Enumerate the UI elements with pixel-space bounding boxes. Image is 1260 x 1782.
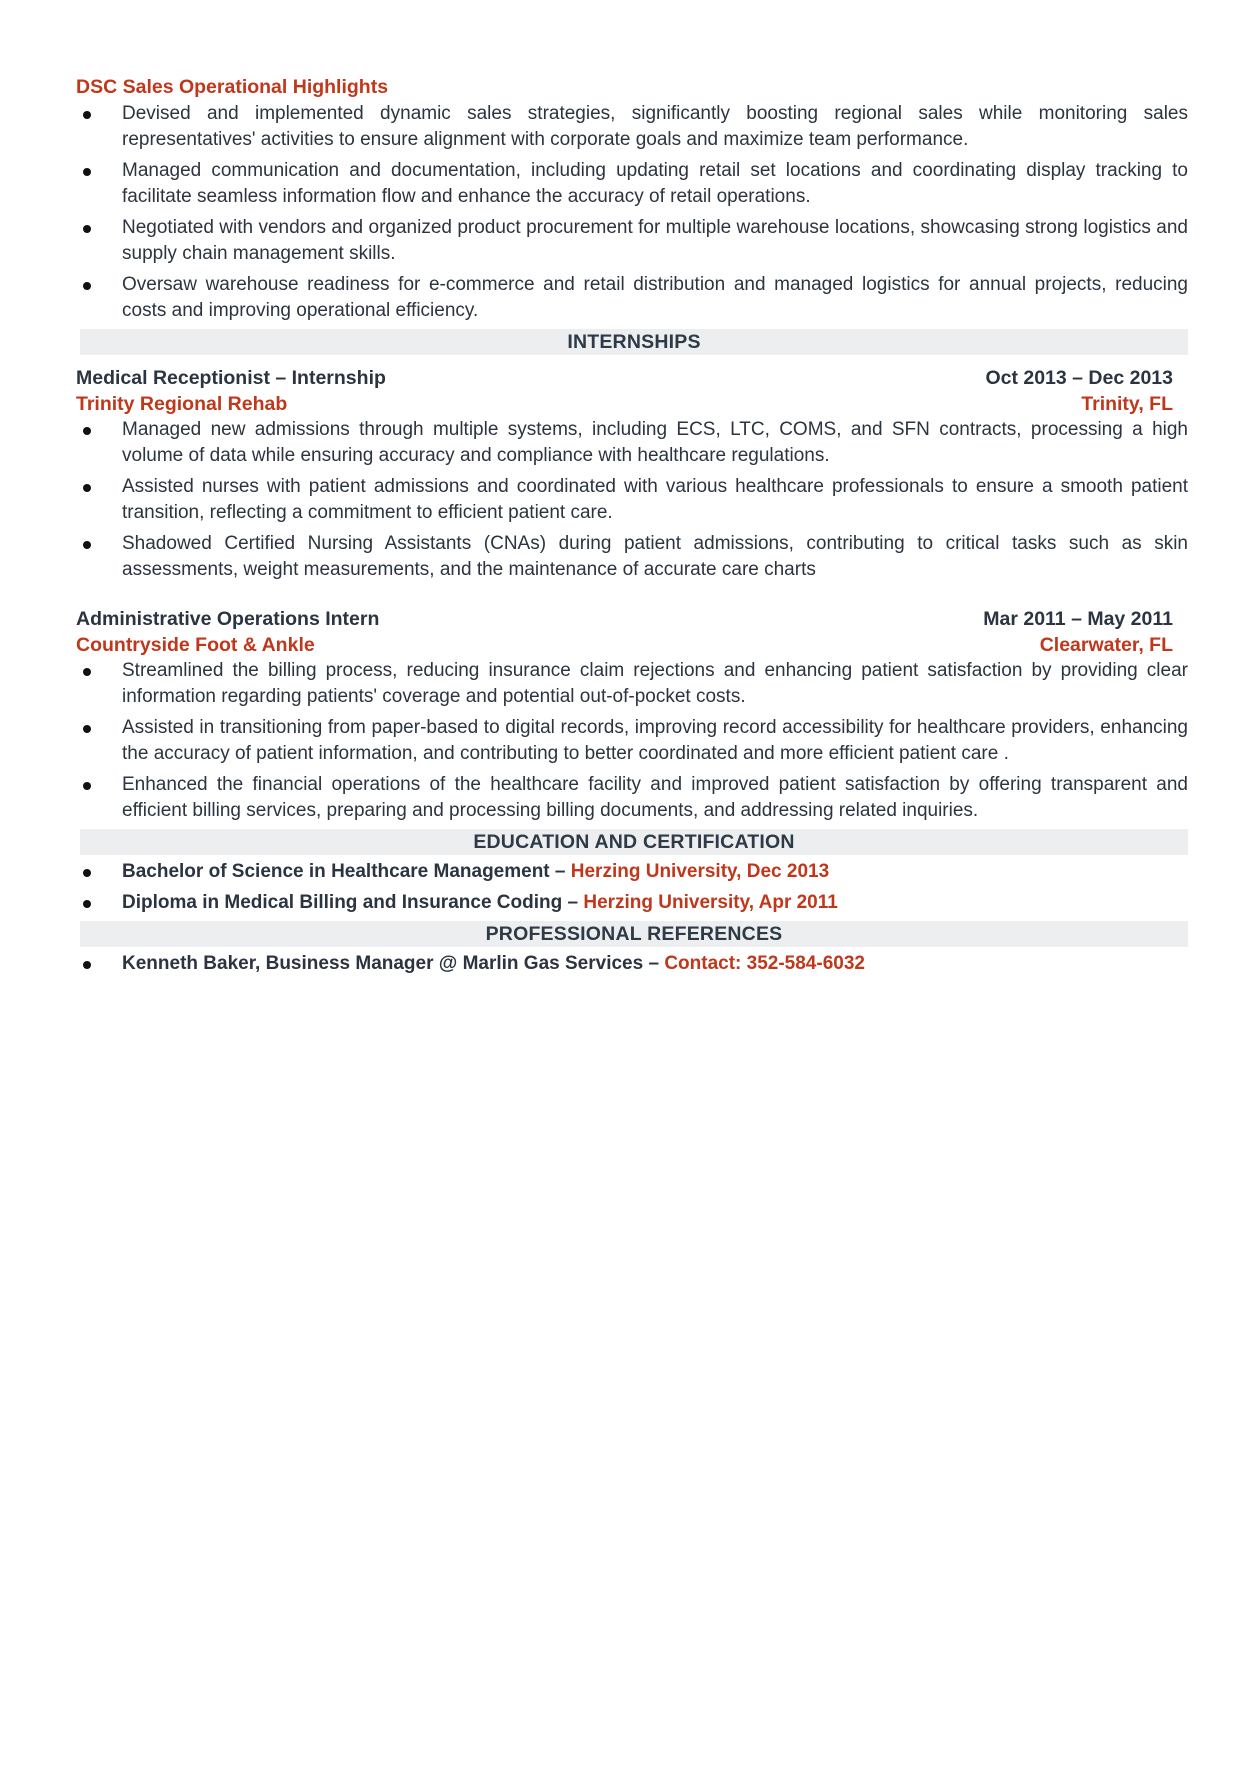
job-bullets xyxy=(76,658,1188,824)
list-item xyxy=(76,951,1188,977)
list-item xyxy=(76,215,1188,267)
job-location: Trinity, FL xyxy=(1081,393,1173,415)
list-item xyxy=(76,101,1188,153)
job-header-row xyxy=(76,365,1173,391)
internships-section-header: INTERNSHIPS xyxy=(80,329,1188,355)
job-title: Administrative Operations Intern xyxy=(76,608,380,630)
bullet-text: Managed new admissions through multiple systems, including ECS, LTC, COMS, and SFN contracts, processing a high volume of data while ensuring accuracy and compliance with healthcare regulations. xyxy=(122,419,1188,466)
resume-page xyxy=(76,74,1188,982)
bullet-text: Negotiated with vendors and organized product procurement for multiple warehouse locations, showcasing strong logistics and supply chain management skills. xyxy=(122,217,1188,264)
list-item xyxy=(76,859,1188,885)
list-item xyxy=(76,531,1188,583)
bullet-icon xyxy=(83,668,91,676)
bullet-text: Enhanced the financial operations of the healthcare facility and improved patient satisfaction by offering transparent and efficient billing services, preparing and processing billing documents, and addressing related inquiries. xyxy=(122,774,1188,821)
spacer xyxy=(76,588,1188,606)
job-org-row xyxy=(76,632,1173,658)
job-organization: Trinity Regional Rehab xyxy=(76,393,288,415)
bullet-text: Shadowed Certified Nursing Assistants (CNAs) during patient admissions, contributing to critical tasks such as skin assessments, weight measurements, and the maintenance of accurate care charts xyxy=(122,533,1188,580)
references-list xyxy=(76,951,1188,977)
list-item xyxy=(76,272,1188,324)
education-school: Herzing University, Apr 2011 xyxy=(583,892,838,913)
list-item xyxy=(76,715,1188,767)
bullet-icon xyxy=(83,111,91,119)
bullet-text: Managed communication and documentation, including updating retail set locations and coordinating display tracking to facilitate seamless information flow and enhance the accuracy of retail operations. xyxy=(122,160,1188,207)
list-item xyxy=(76,474,1188,526)
bullet-text: Oversaw warehouse readiness for e-commerce and retail distribution and managed logistics for annual projects, reducing costs and improving operational efficiency. xyxy=(122,274,1188,321)
references-section-header: PROFESSIONAL REFERENCES xyxy=(80,921,1188,947)
list-item xyxy=(76,890,1188,916)
list-item xyxy=(76,658,1188,710)
bullet-icon xyxy=(83,282,91,290)
job-organization: Countryside Foot & Ankle xyxy=(76,634,315,656)
bullet-text: Assisted in transitioning from paper-based to digital records, improving record accessibility for healthcare providers, enhancing the accuracy of patient information, and contributing to better coordinated and more efficient patient care . xyxy=(122,717,1188,764)
bullet-icon xyxy=(83,484,91,492)
reference-name: Kenneth Baker, Business Manager @ Marlin Gas Services – xyxy=(122,953,665,974)
bullet-icon xyxy=(83,961,91,969)
education-degree: Diploma in Medical Billing and Insurance Coding – xyxy=(122,892,584,913)
bullet-text: Streamlined the billing process, reducing insurance claim rejections and enhancing patient satisfaction by providing clear information regarding patients' coverage and potential out-of-pocket costs. xyxy=(122,660,1188,707)
job-entry xyxy=(76,606,1188,824)
job-header-row xyxy=(76,606,1173,632)
bullet-icon xyxy=(83,427,91,435)
list-item xyxy=(76,158,1188,210)
bullet-icon xyxy=(83,782,91,790)
education-school: Herzing University, Dec 2013 xyxy=(570,861,830,882)
job-bullets xyxy=(76,417,1188,583)
bullet-icon xyxy=(83,541,91,549)
bullet-icon xyxy=(83,725,91,733)
job-location: Clearwater, FL xyxy=(1039,634,1173,656)
reference-contact: Contact: 352-584-6032 xyxy=(664,953,865,974)
bullet-text: Assisted nurses with patient admissions and coordinated with various healthcare professionals to ensure a smooth patient transition, reflecting a commitment to efficient patient care. xyxy=(122,476,1188,523)
bullet-icon xyxy=(83,900,91,908)
job-title: Medical Receptionist – Internship xyxy=(76,367,386,389)
bullet-icon xyxy=(83,225,91,233)
bullet-text: Devised and implemented dynamic sales strategies, significantly boosting regional sales while monitoring sales representatives' activities to ensure alignment with corporate goals and maximize team performance. xyxy=(122,103,1188,150)
education-section-header: EDUCATION AND CERTIFICATION xyxy=(80,829,1188,855)
job-dates: Oct 2013 – Dec 2013 xyxy=(985,367,1173,389)
list-item xyxy=(76,417,1188,469)
education-degree: Bachelor of Science in Healthcare Management – xyxy=(122,861,571,882)
job-dates: Mar 2011 – May 2011 xyxy=(983,608,1173,630)
highlights-list xyxy=(76,101,1188,324)
bullet-icon xyxy=(83,869,91,877)
list-item xyxy=(76,772,1188,824)
job-org-row xyxy=(76,391,1173,417)
education-list xyxy=(76,859,1188,916)
highlights-heading: DSC Sales Operational Highlights xyxy=(76,76,389,98)
job-entry xyxy=(76,365,1188,583)
bullet-icon xyxy=(83,168,91,176)
